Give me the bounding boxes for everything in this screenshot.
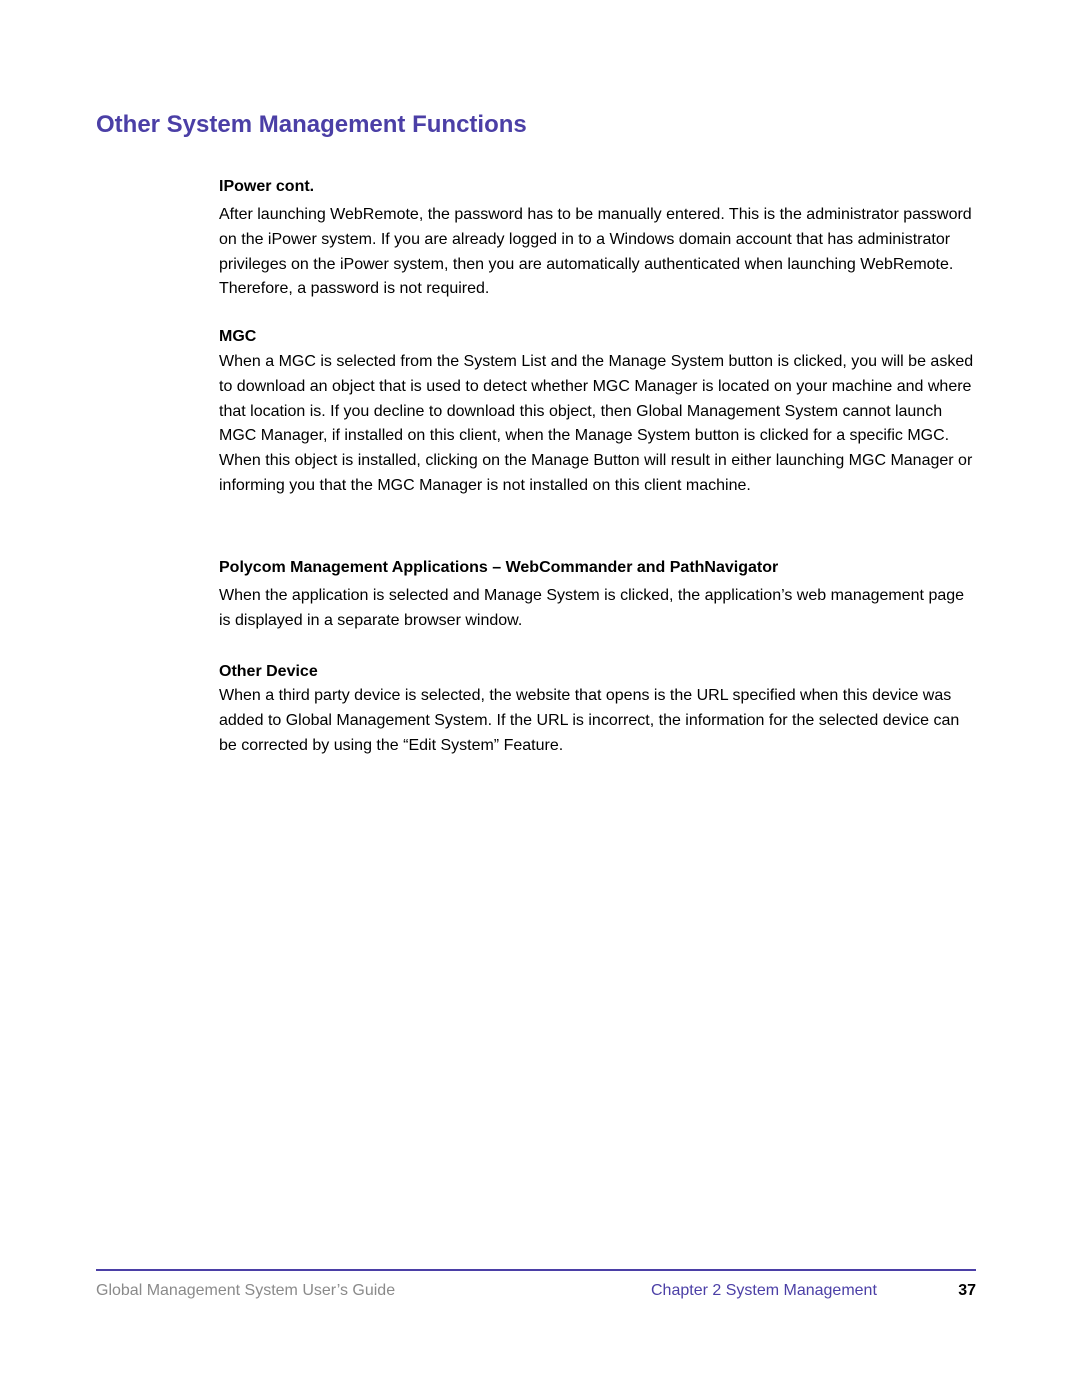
section-polycom-apps [219, 557, 979, 634]
section-heading: Other Device [219, 663, 318, 680]
section-mgc [219, 326, 979, 499]
section-heading: MGC [219, 328, 257, 345]
section-ipower [219, 176, 979, 302]
section-body: When a third party device is selected, the website that opens is the URL specified when this device was added to Global Management System. If the URL is incorrect, the information for the selected device can be corrected by using the “Edit System” Feature. [219, 687, 960, 754]
footer-divider [96, 1269, 976, 1271]
section-other-device [219, 661, 979, 758]
footer-chapter: Chapter 2 System Management [651, 1282, 877, 1299]
section-body: After launching WebRemote, the password has to be manually entered. This is the administrator password on the iPower system. If you are already logged in to a Windows domain account that has administrator privileges on the iPower system, then you are automatically authenticated when launching WebRemote. Therefore, a password is not required. [219, 206, 972, 298]
section-heading: IPower cont. [219, 178, 315, 195]
footer-guide-title: Global Management System User’s Guide [96, 1282, 396, 1299]
page-title: Other System Management Functions [96, 111, 527, 138]
footer-page-number: 37 [958, 1282, 976, 1299]
section-heading: Polycom Management Applications – WebCommander and PathNavigator [219, 559, 779, 576]
section-body: When the application is selected and Manage System is clicked, the application’s web management page is displayed in a separate browser window. [219, 587, 965, 629]
section-body: When a MGC is selected from the System List and the Manage System button is clicked, you will be asked to download an object that is used to detect whether MGC Manager is located on your machine and where that location is. If you decline to download this object, then Global Management System cannot launch MGC Manager, if installed on this client, when the Manage System button is clicked for a specific MGC. When this object is installed, clicking on the Manage Button will result in either launching MGC Manager or informing you that the MGC Manager is not installed on this client machine. [219, 353, 974, 494]
